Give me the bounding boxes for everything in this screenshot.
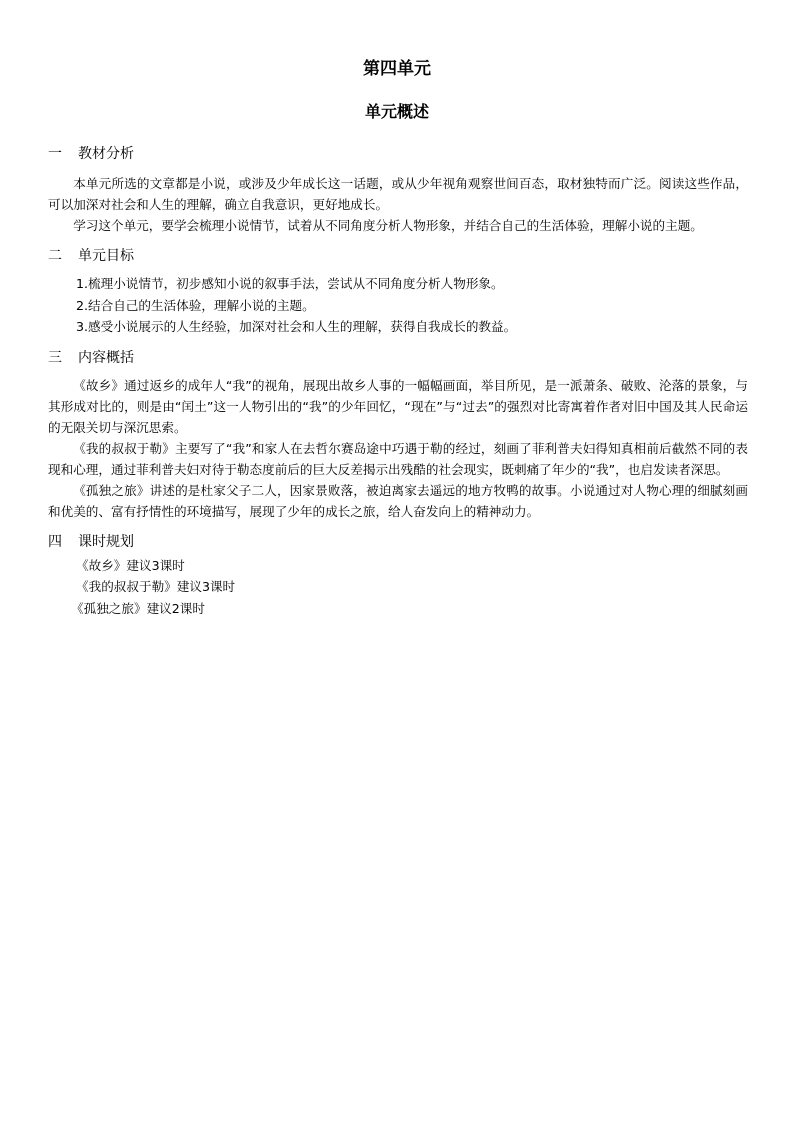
paragraph: 本单元所选的文章都是小说，或涉及少年成长这一话题，或从少年视角观察世间百态，取材独特而广泛。阅读这些作品，可以加深对社会和人生的理解，确立自我意识，更好地成长。 (48, 176, 748, 212)
section-number: 一 (48, 146, 62, 162)
section-textbook-analysis (48, 143, 748, 236)
section-title: 课时规划 (78, 533, 134, 550)
section-title: 教材分析 (78, 146, 134, 162)
section-number: 三 (48, 349, 62, 366)
goal-item: 2.结合自己的生活体验，理解小说的主题。 (76, 297, 315, 313)
section-heading (48, 531, 748, 553)
section-title: 内容概括 (78, 349, 134, 366)
section-number: 二 (48, 248, 62, 264)
lesson-plan-item: 《孤独之旅》建议2课时 (71, 600, 205, 616)
paragraph: 《孤独之旅》讲述的是杜家父子二人，因家景败落，被迫离家去遥远的地方牧鸭的故事。小说通过对人物心理的细腻刻画和优美的、富有抒情性的环境描写，展现了少年的成长之旅，给人奋发向上的精神动力。 (48, 482, 748, 519)
lesson-plan-item: 《我的叔叔于勒》建议3课时 (76, 579, 236, 594)
paragraph: 《我的叔叔于勒》主要写了“我”和家人在去哲尔赛岛途中巧遇于勒的经过，刻画了菲利普夫妇得知真相前后截然不同的表现和心理，通过菲利普夫妇对待于勒态度前后的巨大反差揭示出残酷的社会现实，既刺痛了年少的“我”，也启发读者深思。 (48, 440, 748, 477)
goal-item: 3.感受小说展示的人生经验，加深对社会和人生的理解，获得自我成长的教益。 (76, 319, 517, 334)
goal-item: 1.梳理小说情节，初步感知小说的叙事手法，尝试从不同角度分析人物形象。 (76, 276, 504, 291)
section-content-summary (48, 347, 748, 522)
document-body (48, 143, 748, 628)
section-heading (48, 143, 748, 165)
section-number: 四 (48, 533, 62, 550)
lesson-plan-item: 《故乡》建议3课时 (76, 557, 185, 573)
page-title: 第四单元 (363, 59, 431, 79)
section-heading (48, 245, 748, 267)
section-title: 单元目标 (78, 248, 134, 264)
section-lesson-plan (48, 531, 748, 620)
page-subtitle: 单元概述 (364, 102, 429, 121)
section-unit-goals (48, 245, 748, 338)
section-heading (48, 347, 748, 369)
paragraph: 《故乡》通过返乡的成年人“我”的视角，展现出故乡人事的一幅幅画面，举目所见，是一派萧条、破败、沦落的景象，与其形成对比的，则是由“闰土”这一人物引出的“我”的少年回忆，“现在”与“过去”的强烈对比寄寓着作者对旧中国及其人民命运的无限关切与深沉思索。 (48, 377, 748, 435)
paragraph: 学习这个单元，要学会梳理小说情节，试着从不同角度分析人物形象，并结合自己的生活体验，理解小说的主题。 (73, 218, 703, 233)
